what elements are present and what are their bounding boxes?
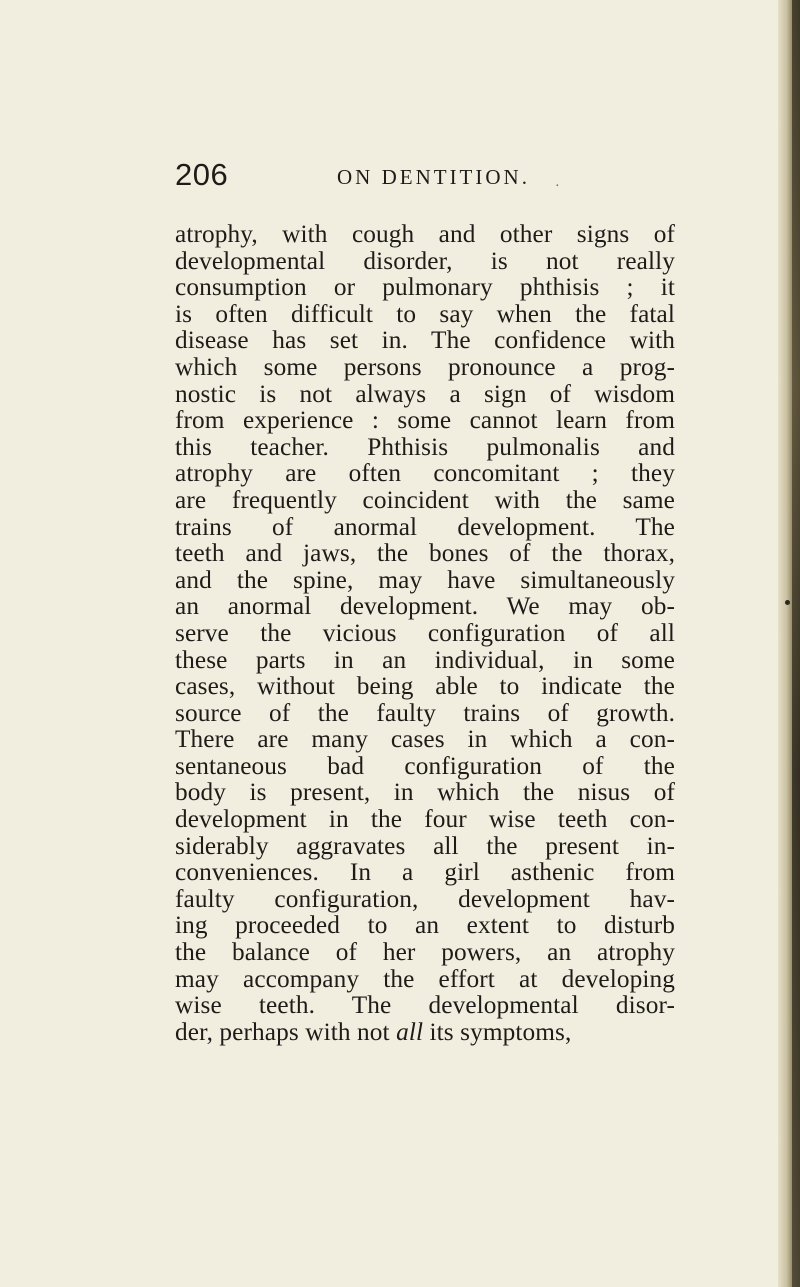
text-line: disease has set in. The confidence with [175, 326, 675, 355]
text-line: ing proceeded to an extent to disturb [175, 911, 675, 940]
page-number: 206 [175, 157, 229, 192]
text-line: development in the four wise teeth con- [175, 805, 675, 834]
text-line: teeth and jaws, the bones of the thorax, [175, 539, 675, 568]
text-line: There are many cases in which a con- [175, 725, 675, 754]
text-line-last [175, 1019, 675, 1046]
text-line: an anormal development. We may ob- [175, 592, 675, 621]
text-line: atrophy are often concomitant ; they [175, 459, 675, 488]
text-line: conveniences. In a girl asthenic from [175, 858, 675, 887]
text-line: wise teeth. The developmental disor- [175, 991, 675, 1020]
text-line: are frequently coincident with the same [175, 485, 675, 514]
text-line: faulty configuration, development hav- [175, 884, 675, 913]
text-line: developmental disorder, is not really [175, 246, 675, 275]
last-line-end: its symptoms, [423, 1017, 572, 1046]
text-line: and the spine, may have simultaneously [175, 565, 675, 594]
text-line: may accompany the effort at developing [175, 964, 675, 993]
edge-mark [785, 600, 790, 605]
text-line: from experience : some cannot learn from [175, 406, 675, 435]
text-line: trains of anormal development. The [175, 512, 675, 541]
italic-word: all [396, 1017, 424, 1046]
text-line: this teacher. Phthisis pulmonalis and [175, 432, 675, 461]
text-line: cases, without being able to indicate the [175, 672, 675, 701]
text-line: is often difficult to say when the fatal [175, 299, 675, 328]
text-line: siderably aggravates all the present in- [175, 831, 675, 860]
text-line: body is present, in which the nisus of [175, 778, 675, 807]
text-line: atrophy, with cough and other signs of [175, 220, 675, 248]
text-line: source of the faulty trains of growth. [175, 698, 675, 727]
text-line: sentaneous bad configuration of the [175, 751, 675, 780]
header-dot: · [555, 179, 560, 194]
text-line: nostic is not always a sign of wisdom [175, 379, 675, 408]
binding-edge [792, 0, 800, 1287]
header-title: ON DENTITION. [337, 165, 530, 189]
text-line: these parts in an individual, in some [175, 645, 675, 674]
running-head [175, 157, 735, 197]
last-line-start: der, perhaps with not [175, 1017, 397, 1046]
body-text [175, 221, 675, 1045]
text-line: consumption or pulmonary phthisis ; it [175, 273, 675, 302]
text-line: which some persons pronounce a prog- [175, 352, 675, 381]
text-line: the balance of her powers, an atrophy [175, 938, 675, 967]
text-line: serve the vicious configuration of all [175, 618, 675, 647]
